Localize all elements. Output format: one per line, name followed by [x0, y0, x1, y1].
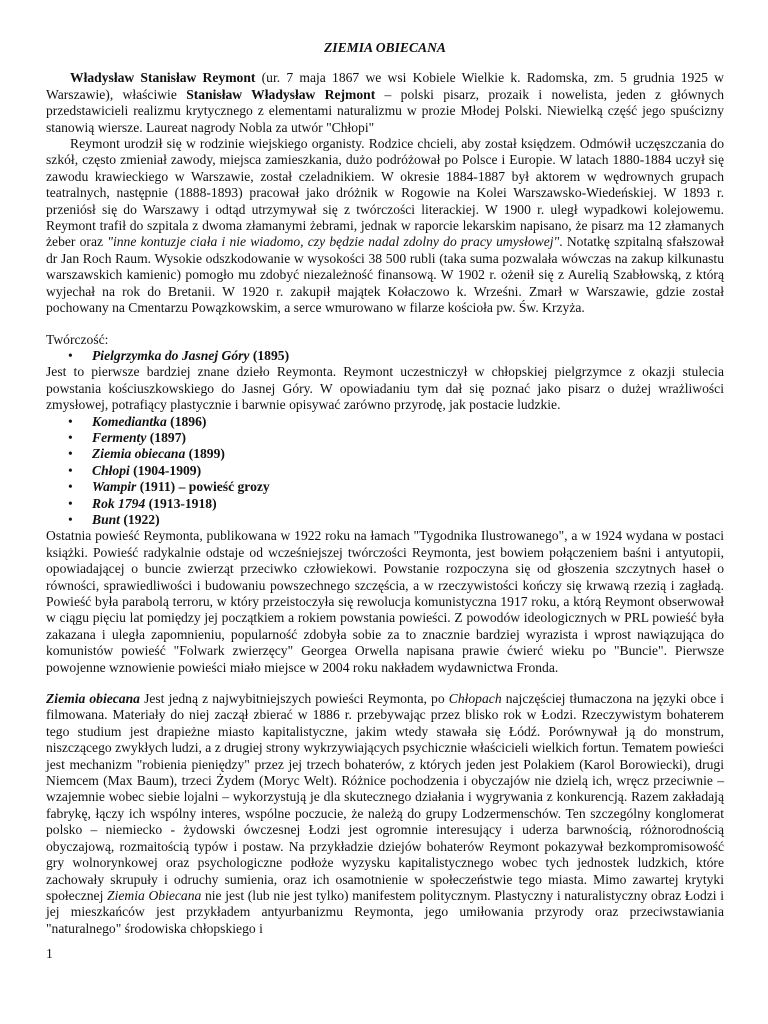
works-list-first — [46, 348, 724, 364]
work-description-bunt: Ostatnia powieść Reymonta, publikowana w 1922 roku na łamach "Tygodnika Ilustrowanego", a w 1924 wydana w postaci książki. Powieść radykalnie odstaje od wcześniejszej twórczości Reymonta, jest bowiem połączeniem baśni i antyutopii, opowiadającej o buncie zwierząt przeciwko człowiekowi. Powstanie rozpoczyna się od głoszenia szczytnych haseł o równości, sprawiedliwości i budowaniu powszechnego szczęścia, a w rzeczywistości kończy się krwawą rzezią i zagładą. Powieść była parabolą terroru, w który przeistoczyła się rewolucja komunistyczna 1917 roku, a którą Reymont obserwował w ciągu pięciu lat pomiędzy jej początkiem a rokiem powstania powieści. Z powodów ideologicznych w PRL powieść była zakazana i uległa zapomnieniu, popularność zdobyła sobie za to znacznie bardziej wyrazista i wprost nawiązująca do komunistów powieść "Folwark zwierzęcy" Georgea Orwella napisana prawie ćwierć wieku po "Buncie". Pierwsze powojenne wznowienie powieści miało miejsce w 2004 roku nakładem wydawnictwa Fronda. — [46, 528, 724, 675]
author-real-name: Stanisław Władysław Rejmont — [186, 86, 376, 102]
page-number: 1 — [46, 946, 53, 961]
work-item: • Bunt (1922) — [46, 512, 724, 528]
works-label: Twórczość: — [46, 331, 109, 347]
paragraph-biography: Reymont urodził się w rodzinie wiejskiego organisty. Rodzice chcieli, aby został księdzem. Odmówił uczęszczania do szkół, często zmieniał zawody, miejsca zamieszkania, dużo podróżował po Polsce i Europie. W latach 1880-1884 uczył się zawodu krawieckiego w Warszawie, został czeladnikiem. W okresie 1884-1887 był aktorem w wędrownych grupach teatralnych, następnie (1888-1893) pracował jako dróżnik w Rogowie na Kolei Warszawsko-Wiedeńskiej. W 1893 r. przeniósł się do Warszawy i odtąd utrzymywał się z twórczości literackiej. W 1900 r. uległ wypadkowi kolejowemu. Reymont trafił do szpitala z dwoma złamanymi żebrami, jednak w raporcie lekarskim napisano, że pisarz ma 12 złamanych żeber oraz "inne kontuzje ciała i nie wiadomo, czy będzie nadal zdolny do pracy umysłowej". Notatkę szpitalną sfałszował dr Jan Roch Raum. Wysokie odszkodowanie w wysokości 38 500 rubli (taka suma pozwalała wówczas na zakup kilkunastu warszawskich kamienic) pomogło mu zdobyć niezależność finansową. W 1902 r. ożenił się z Aurelią Szabłowską, z którą wyjechał na rok do Bretanii. W 1920 r. zakupił majątek Kołaczowo k. Wrześni. Zmarł w Warszawie, gdzie został pochowany na Cmentarzu Powązkowskim, a serce wmurowano w filarze kościoła pw. Św. Krzyża. — [46, 136, 724, 316]
work-item: • Wampir (1911) – powieść grozy — [46, 479, 724, 495]
work-item: • Chłopi (1904-1909) — [46, 463, 724, 479]
spacer — [46, 676, 724, 691]
work-item: • Fermenty (1897) — [46, 430, 724, 446]
work-item: • Rok 1794 (1913-1918) — [46, 496, 724, 512]
work-item: • Pielgrzymka do Jasnej Góry (1895) — [46, 348, 724, 364]
author-name: Władysław Stanisław Reymont — [70, 70, 256, 86]
works-list — [46, 414, 724, 529]
work-item: • Komediantka (1896) — [46, 414, 724, 430]
paragraph-biography-intro: Władysław Stanisław Reymont (ur. 7 maja 1867 we wsi Kobiele Wielkie k. Radomska, zm. 5 grudnia 1925 w Warszawie), właściwie Stanisław Władysław Rejmont – polski pisarz, prozaik i nowelista, jeden z głównych przedstawicieli realizmu krytycznego z elementami naturalizmu w prozie Młodej Polski. Niewielką część jego spuścizny stanowią wiersze. Laureat nagrody Nobla za utwór "Chłopi" — [46, 70, 724, 135]
work-item: • Ziemia obiecana (1899) — [46, 446, 724, 462]
paragraph-ziemia-obiecana: Ziemia obiecana Jest jedną z najwybitniejszych powieści Reymonta, po Chłopach najczęściej tłumaczona na języki obce i filmowana. Materiały do niej zaczął zbierać w 1886 r. przebywając przez blisko rok w Łodzi. Rzeczywistym bohaterem tego studium jest drapieżne miasto kapitalistyczne, jakim wtedy stawała się Łódź. Porównywał ją do monstrum, niszczącego zwykłych ludzi, a z drugiej strony wykrzywiających psychicznie właścicieli wielkich fortun. Tematem powieści jest mechanizm "robienia pieniędzy" przez jej trzech bohaterów, z których jeden jest Polakiem (Karol Borowiecki), drugi Niemcem (Max Baum), trzeci Żydem (Moryc Welt). Różnice pochodzenia i obyczajów nie dzielą ich, wręcz przeciwnie – wzajemnie wobec siebie lojalni – wykorzystują je dla skutecznego działania i wygrywania z konkurencją. Razem zakładają fabrykę, łączy ich wspólny interes, wspólne poczucie, że należą do grupy Lodzermenschów. Ten szczególny konglomerat polsko – niemiecko - żydowski ówczesnej Łodzi jest ogromnie interesujący i uderza barwnością, różnorodnością obyczajową, rozmaitością typów i postaw. Na przykładzie dziejów bohaterów Reymont pokazywał bezkompromisowość gry wolnorynkowej oraz psychologiczne podłoże wyzysku kapitalistycznego wobec tych jednostek ludzkich, które zachowały skrupuły i odruchy sumienia, oraz ich osamotnienie w społeczeństwie tego miasta. Mimo zawartej krytyki społecznej Ziemia Obiecana nie jest (lub nie jest tylko) manifestem politycznym. Plastyczny i naturalistyczny obraz Łodzi i jej mieszkańców jest przykładem antyurbanizmu Reymonta, jego umiłowania przyrody oraz przeciwstawiania "naturalnego" środowiska chłopskiego i — [46, 691, 724, 936]
spacer — [46, 317, 724, 332]
document-title: ZIEMIA OBIECANA — [323, 40, 446, 55]
hospital-quote: "inne kontuzje ciała i nie wiadomo, czy będzie nadal zdolny do pracy umysłowej" — [107, 234, 560, 250]
work-description-pielgrzymka: Jest to pierwsze bardziej znane dzieło Reymonta. Reymont uczestniczył w chłopskiej pielgrzymce z okazji stulecia powstania kościuszkowskiego do Jasnej Góry. W opowiadaniu tym dał się poznać jako pisarz o dużej wrażliwości zmysłowej, potrafiący plastycznie i barwnie opisywać zarówno przyrodę, jak postacie ludzkie. — [46, 364, 724, 413]
document-page — [46, 40, 724, 937]
